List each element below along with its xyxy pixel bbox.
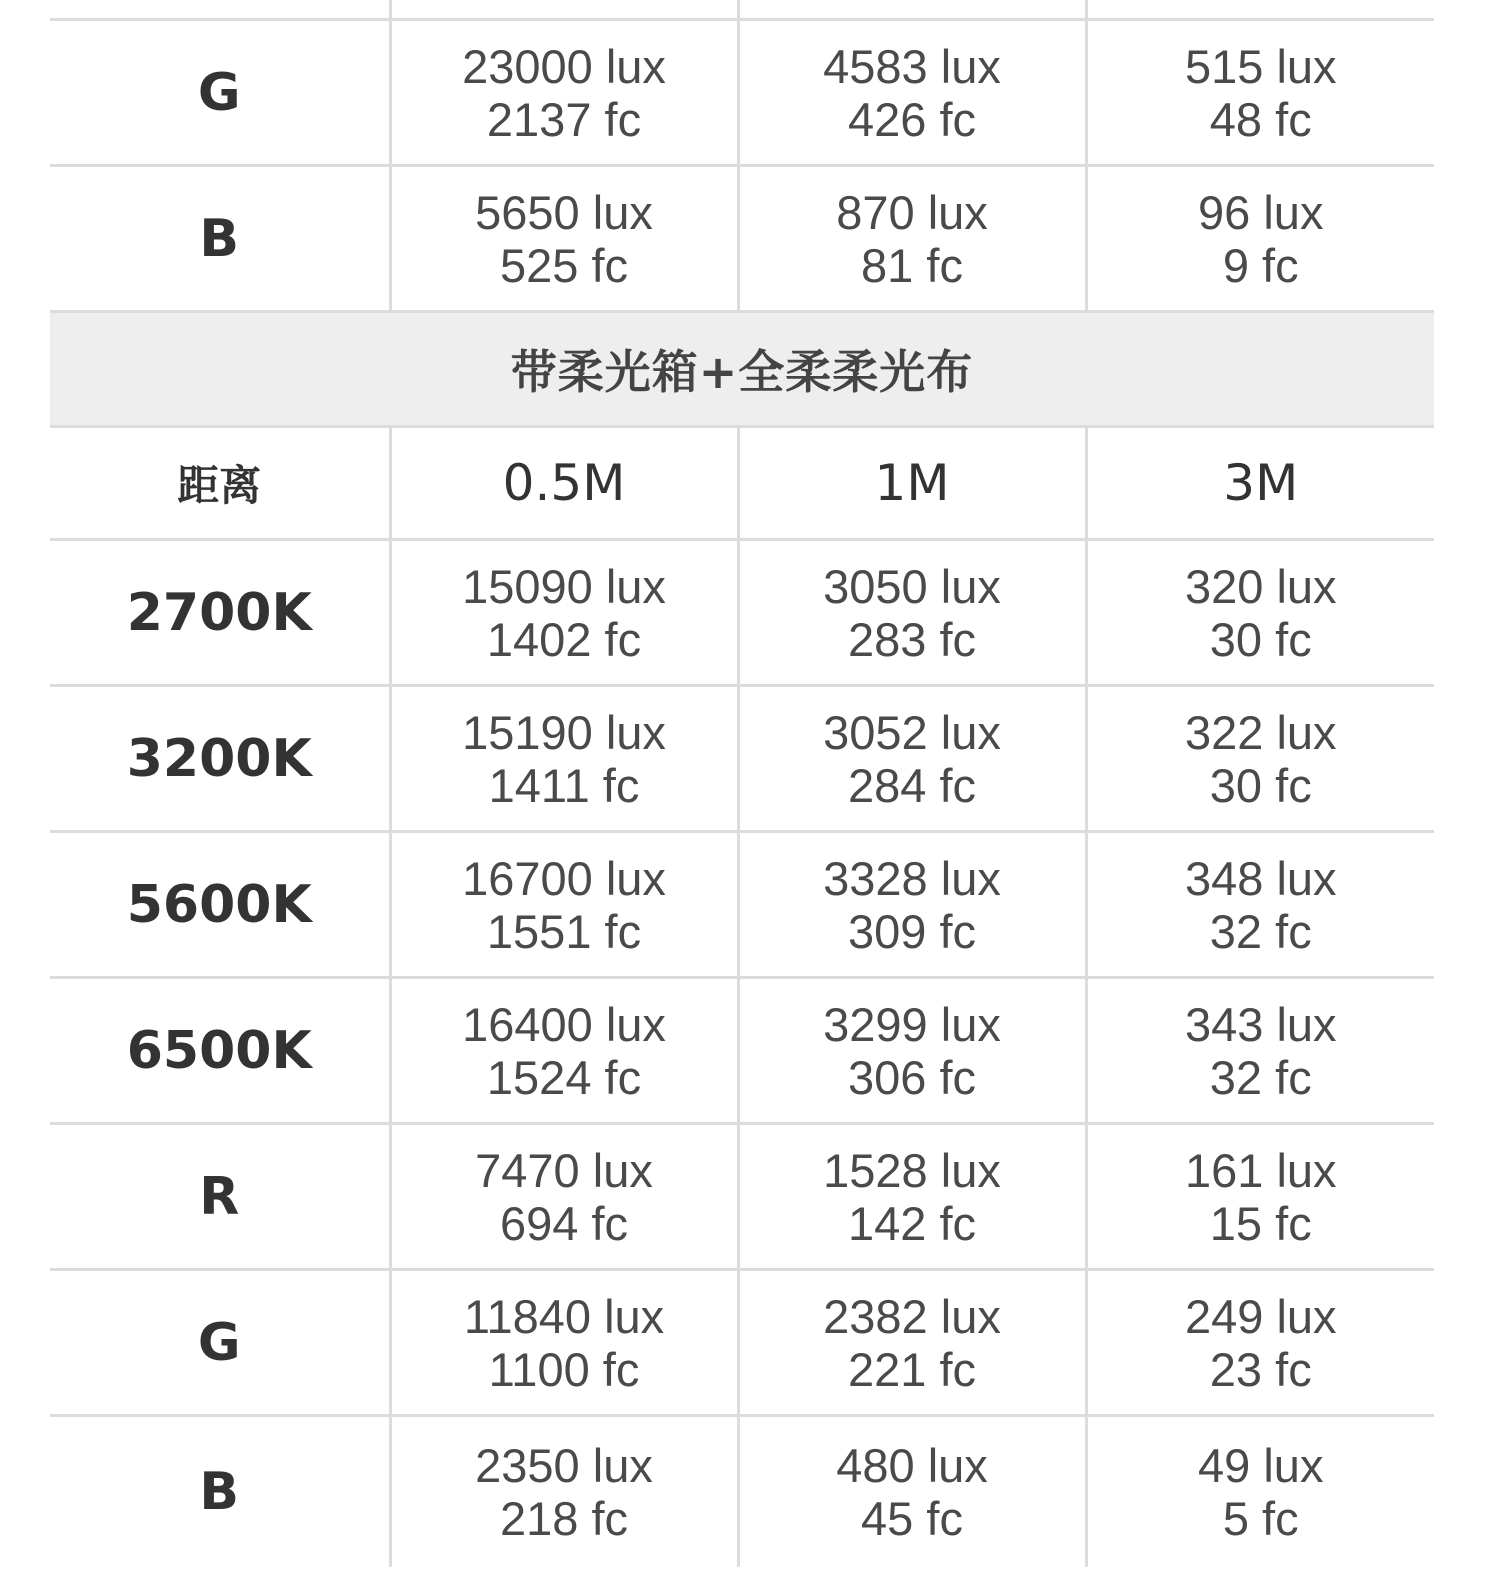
table-row (50, 1416, 1434, 1568)
fc-value: 1524 fc (486, 1050, 642, 1104)
distance-header: 1M (738, 427, 1086, 540)
cropped-row (50, 0, 1434, 20)
fc-value: 221 fc (847, 1342, 977, 1396)
fc-value: 1402 fc (486, 612, 642, 666)
lux-value: 3299 lux (823, 997, 1001, 1051)
value-cell (1086, 540, 1434, 686)
fc-value: 426 fc (847, 92, 977, 146)
fc-value: 525 fc (499, 238, 629, 292)
illuminance-table-container (50, 0, 1434, 1567)
lux-value: 320 lux (1184, 559, 1337, 613)
fc-value: 284 fc (847, 758, 977, 812)
row-label: G (50, 1270, 390, 1416)
value-cell (738, 832, 1086, 978)
lux-value: 480 lux (836, 1439, 988, 1492)
lux-value: 3328 lux (823, 851, 1001, 905)
fc-value: 218 fc (499, 1492, 629, 1545)
fc-value: 81 fc (861, 238, 963, 292)
lux-value: 16700 lux (462, 851, 666, 905)
fc-value: 32 fc (1209, 904, 1312, 958)
value-cell (738, 1270, 1086, 1416)
lux-value: 322 lux (1184, 705, 1337, 759)
lux-value: 5650 lux (475, 185, 653, 239)
fc-value: 48 fc (1209, 92, 1312, 146)
row-label: 3200K (50, 686, 390, 832)
fc-value: 1551 fc (486, 904, 642, 958)
section-title-row (50, 312, 1434, 427)
fc-value: 45 fc (861, 1492, 963, 1545)
distance-header: 3M (1086, 427, 1434, 540)
row-label: 6500K (50, 978, 390, 1124)
cropped-cell (390, 0, 738, 20)
cropped-cell (1086, 0, 1434, 20)
fc-value: 23 fc (1209, 1342, 1312, 1396)
lux-value: 11840 lux (463, 1289, 665, 1343)
fc-value: 694 fc (499, 1196, 629, 1250)
fc-value: 1100 fc (488, 1342, 640, 1396)
row-label: B (199, 1462, 240, 1522)
fc-value: 306 fc (847, 1050, 977, 1104)
lux-value: 16400 lux (462, 997, 666, 1051)
value-cell (1086, 20, 1434, 166)
table-row (50, 20, 1434, 166)
lux-value: 49 lux (1198, 1439, 1324, 1492)
row-label: B (50, 166, 390, 312)
illuminance-table (50, 0, 1434, 1567)
fc-value: 15 fc (1209, 1196, 1312, 1250)
lux-value: 7470 lux (475, 1143, 653, 1197)
value-cell (738, 686, 1086, 832)
value-cell (738, 20, 1086, 166)
cropped-cell (738, 0, 1086, 20)
value-cell (390, 1416, 738, 1568)
lux-value: 249 lux (1184, 1289, 1337, 1343)
value-cell (1086, 832, 1434, 978)
value-cell (1086, 686, 1434, 832)
value-cell (1086, 1124, 1434, 1270)
fc-value: 1411 fc (488, 758, 640, 812)
lux-value: 3052 lux (823, 705, 1001, 759)
row-label: R (50, 1124, 390, 1270)
fc-value: 5 fc (1222, 1492, 1299, 1545)
fc-value: 30 fc (1209, 612, 1312, 666)
lux-value: 343 lux (1184, 997, 1337, 1051)
section-title: 带柔光箱+全柔柔光布 (50, 312, 1434, 427)
lux-value: 870 lux (836, 185, 988, 239)
cropped-cell (50, 0, 390, 20)
lux-value: 23000 lux (462, 39, 666, 93)
value-cell (1086, 166, 1434, 312)
value-cell (390, 832, 738, 978)
value-cell (390, 1124, 738, 1270)
lux-value: 2382 lux (823, 1289, 1001, 1343)
table-row (50, 686, 1434, 832)
fc-value: 2137 fc (486, 92, 642, 146)
value-cell (390, 166, 738, 312)
row-label: 5600K (50, 832, 390, 978)
value-cell (738, 166, 1086, 312)
value-cell (738, 1416, 1086, 1568)
lux-value: 96 lux (1198, 185, 1324, 239)
value-cell (390, 540, 738, 686)
value-cell (738, 540, 1086, 686)
table-row (50, 978, 1434, 1124)
row-label: G (50, 20, 390, 166)
header-row (50, 427, 1434, 540)
table-row (50, 540, 1434, 686)
row-label: 2700K (50, 540, 390, 686)
value-cell (738, 978, 1086, 1124)
value-cell (390, 1270, 738, 1416)
lux-value: 161 lux (1184, 1143, 1337, 1197)
lux-value: 1528 lux (823, 1143, 1001, 1197)
table-row (50, 832, 1434, 978)
distance-header-label: 距离 (50, 427, 390, 540)
value-cell (390, 20, 738, 166)
value-cell (1086, 1416, 1434, 1568)
lux-value: 3050 lux (823, 559, 1001, 613)
fc-value: 309 fc (847, 904, 977, 958)
fc-value: 30 fc (1209, 758, 1312, 812)
lux-value: 2350 lux (475, 1439, 653, 1492)
distance-header: 0.5M (390, 427, 738, 540)
table-row (50, 1270, 1434, 1416)
table-row (50, 1124, 1434, 1270)
value-cell (390, 686, 738, 832)
lux-value: 4583 lux (823, 39, 1001, 93)
value-cell (1086, 1270, 1434, 1416)
lux-value: 15190 lux (462, 705, 666, 759)
table-row (50, 166, 1434, 312)
fc-value: 142 fc (847, 1196, 977, 1250)
fc-value: 283 fc (847, 612, 977, 666)
fc-value: 9 fc (1222, 238, 1299, 292)
lux-value: 515 lux (1184, 39, 1337, 93)
value-cell (738, 1124, 1086, 1270)
lux-value: 15090 lux (462, 559, 666, 613)
value-cell (1086, 978, 1434, 1124)
lux-value: 348 lux (1184, 851, 1337, 905)
value-cell (390, 978, 738, 1124)
fc-value: 32 fc (1209, 1050, 1312, 1104)
